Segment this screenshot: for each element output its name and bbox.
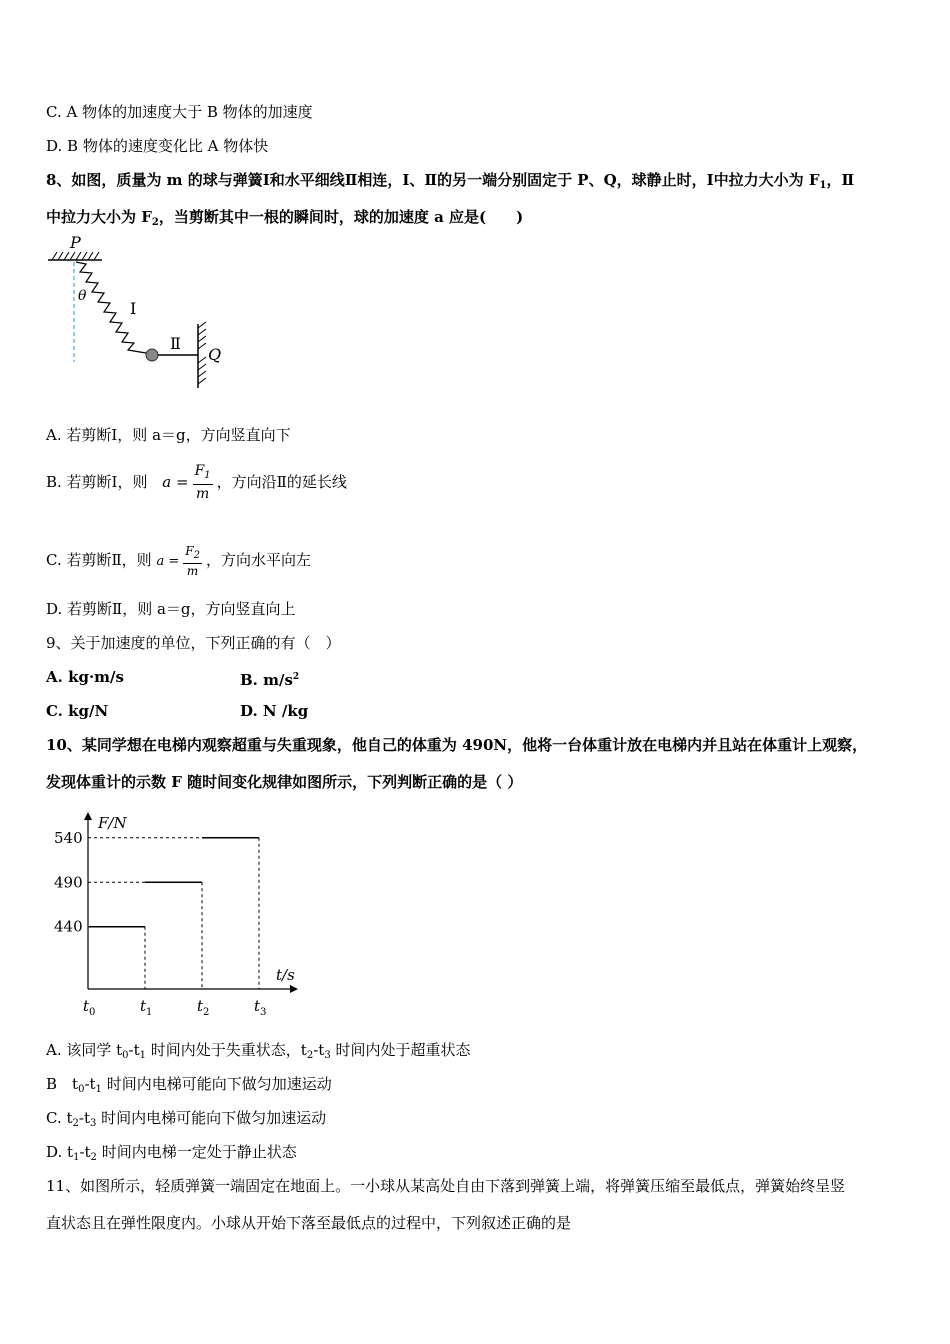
y-tick-label: 540 <box>54 828 83 847</box>
x-tick-label: $t_3$ <box>254 997 267 1018</box>
q8-stem-line-1: 8、如图，质量为 m 的球与弹簧Ⅰ和水平细线Ⅱ相连，Ⅰ、Ⅱ的另一端分别固定于 P、Q，球静止时，Ⅰ中拉力大小为 $F_1$，Ⅱ <box>46 171 855 191</box>
x-axis-arrow <box>290 985 298 993</box>
label-spring: Ⅰ <box>130 299 137 318</box>
q8-stem-line-2: 中拉力大小为 $F_2$，当剪断其中一根的瞬间时，球的加速度 a 应是( ) <box>46 208 524 228</box>
q8-option-a: A. 若剪断Ⅰ，则 a＝g，方向竖直向下 <box>46 426 291 444</box>
x-tick-label: $t_1$ <box>140 997 153 1018</box>
y-tick-label: 440 <box>54 917 83 936</box>
label-theta: θ <box>78 288 87 304</box>
x-axis-label: t/s <box>276 966 295 984</box>
q10-stem-line-2: 发现体重计的示数 F 随时间变化规律如图所示，下列判断正确的是（ ） <box>46 773 523 791</box>
y-axis-label: F/N <box>98 814 127 832</box>
y-axis-arrow <box>84 812 92 820</box>
q9-option-b: B. $m/s^2$ <box>240 671 300 689</box>
q8-option-b: B. 若剪断Ⅰ，则 a = $\frac{F_1}{m}$ ，方向沿Ⅱ的延长线 <box>46 463 347 502</box>
ceiling-hatch <box>52 252 99 260</box>
q9-option-a: A. kg·m/s <box>46 668 124 686</box>
q7-option-c: C. A 物体的加速度大于 B 物体的加速度 <box>46 103 313 121</box>
chart-axes <box>84 812 298 993</box>
q10-option-b: B $t_0-t_1$ 时间内电梯可能向下做匀加速运动 <box>46 1075 332 1095</box>
q10-chart <box>40 808 310 1018</box>
q8-option-c: C. 若剪断Ⅱ，则 a = $\frac{F_2}{m}$ ，方向水平向左 <box>46 544 311 578</box>
q10-option-a: A. 该同学 $t_0-t_1$ 时间内处于失重状态，$t_2-t_3$ 时间内处于超重状态 <box>46 1041 471 1061</box>
q9-option-c: C. kg/N <box>46 702 109 720</box>
q10-option-d: D. $t_1-t_2$ 时间内电梯一定处于静止状态 <box>46 1143 297 1163</box>
q8-option-b-fraction: $\frac{F_1}{m}$ <box>194 463 211 502</box>
x-tick-label: $t_0$ <box>83 997 96 1018</box>
q8-figure <box>40 232 240 392</box>
q7-option-d: D. B 物体的速度变化比 A 物体快 <box>46 137 269 155</box>
q9-stem: 9、关于加速度的单位，下列正确的有（ ） <box>46 634 341 652</box>
x-tick-label: $t_2$ <box>197 997 210 1018</box>
q10-stem-line-1: 10、某同学想在电梯内观察超重与失重现象，他自己的体重为 490N，他将一台体重计放在电梯内并且站在体重计上观察， <box>46 736 868 754</box>
wall-hatch <box>198 322 206 384</box>
q8-option-c-fraction: $\frac{F_2}{m}$ <box>185 544 200 578</box>
q11-stem-line-1: 11、如图所示，轻质弹簧一端固定在地面上。一小球从某高处自由下落到弹簧上端，将弹簧压缩至最低点，弹簧始终呈竖 <box>46 1177 846 1195</box>
label-q: Q <box>208 345 222 364</box>
q9-option-d: D. N /kg <box>240 702 309 720</box>
y-tick-label: 490 <box>54 873 83 892</box>
ball <box>146 349 158 361</box>
label-string: Ⅱ <box>170 334 181 353</box>
spring-one <box>76 262 152 354</box>
q10-option-c: C. $t_2-t_3$ 时间内电梯可能向下做匀加速运动 <box>46 1109 327 1129</box>
label-p: P <box>70 233 81 252</box>
q11-stem-line-2: 直状态且在弹性限度内。小球从开始下落至最低点的过程中，下列叙述正确的是 <box>46 1214 572 1232</box>
q8-option-d: D. 若剪断Ⅱ，则 a＝g，方向竖直向上 <box>46 600 296 618</box>
